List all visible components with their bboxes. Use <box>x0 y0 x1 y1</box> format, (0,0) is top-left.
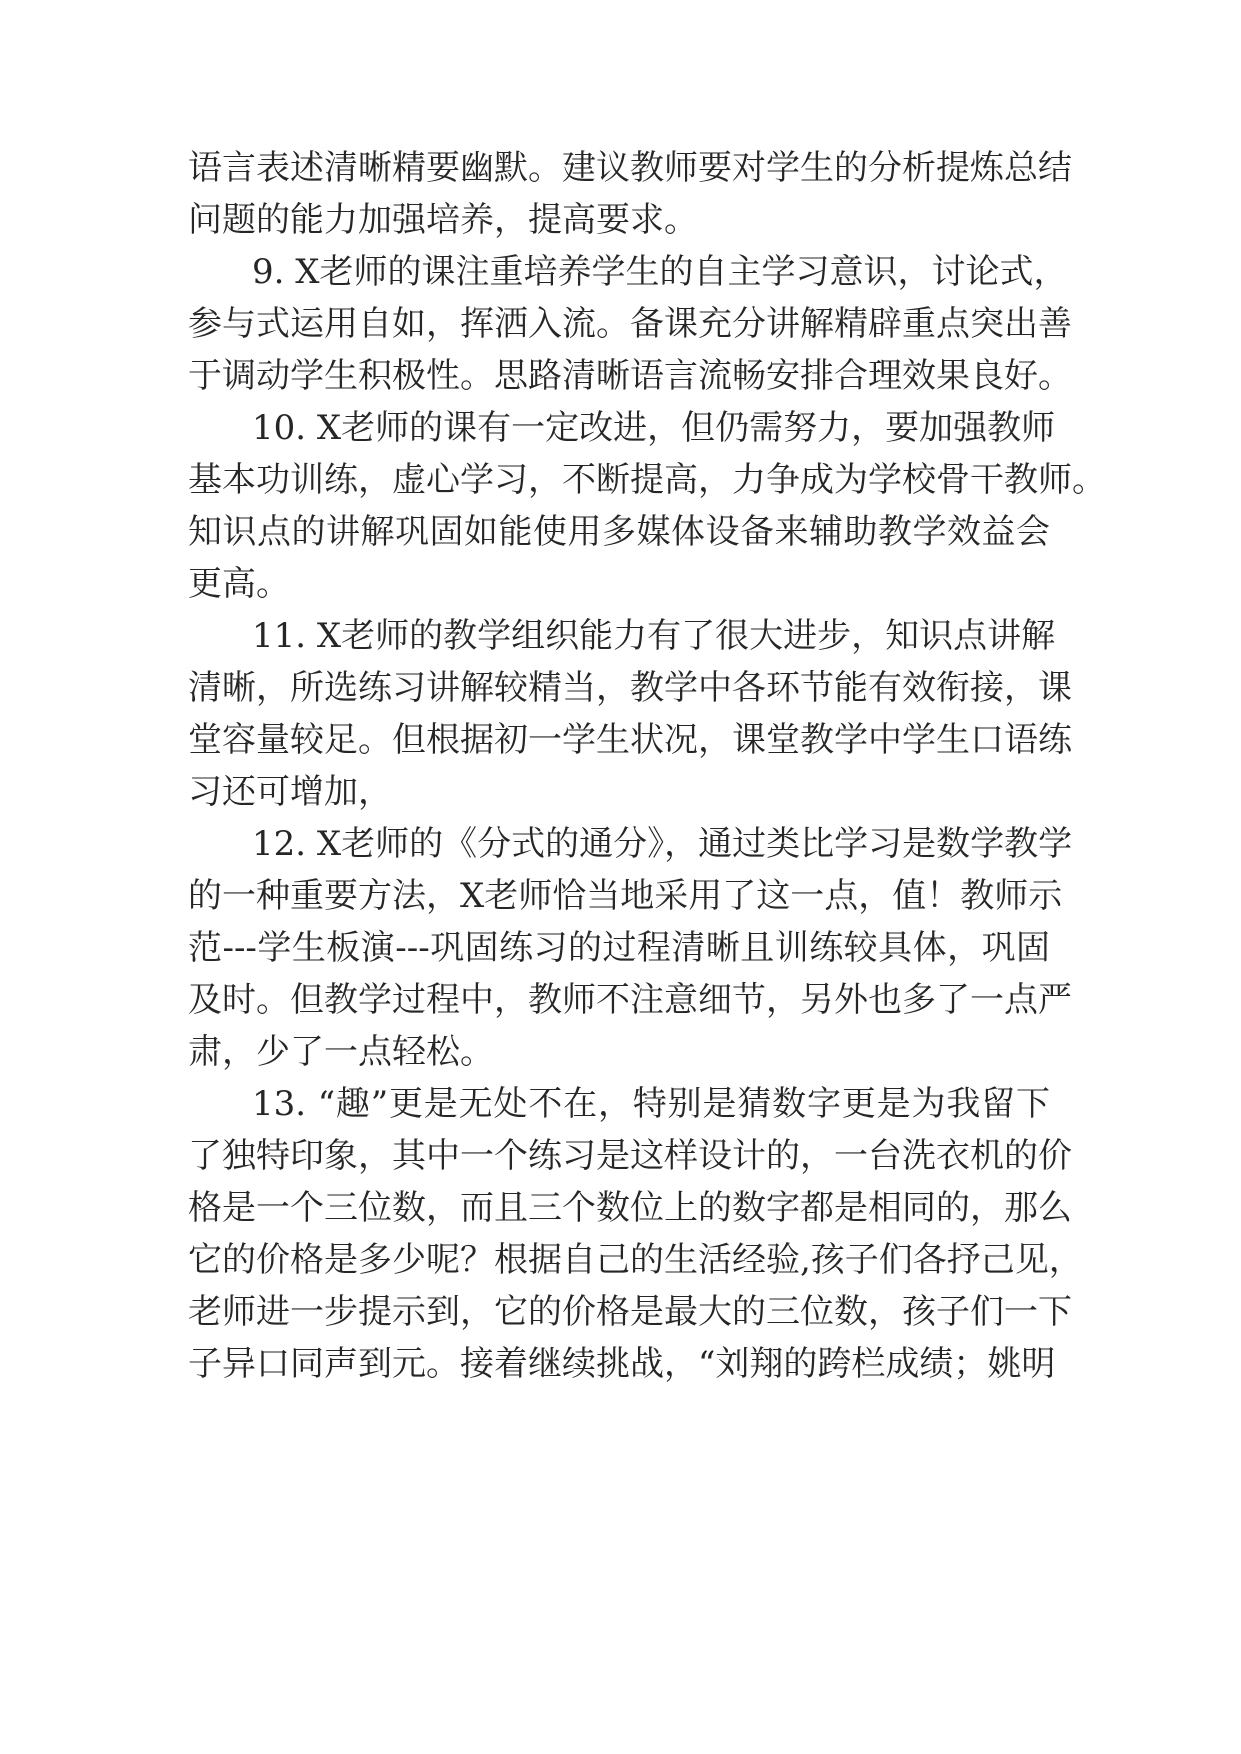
text-line: 参与式运用自如，挥洒入流。备课充分讲解精辟重点突出善 <box>188 304 1072 344</box>
text-line: 它的价格是多少呢？根据自己的生活经验,孩子们各抒己见， <box>188 1240 1083 1280</box>
paragraph-start-line: 9. X老师的课注重培养学生的自主学习意识，讨论式， <box>252 252 1068 292</box>
paragraph-start-line: 10. X老师的课有一定改进，但仍需努力，要加强教师 <box>252 408 1056 448</box>
text-line: 范---学生板演---巩固练习的过程清晰且训练较具体，巩固 <box>188 928 1050 968</box>
text-line: 于调动学生积极性。思路清晰语言流畅安排合理效果良好。 <box>188 356 1072 396</box>
text-line: 了独特印象，其中一个练习是这样设计的，一台洗衣机的价 <box>188 1136 1072 1176</box>
text-line: 问题的能力加强培养，提高要求。 <box>188 200 698 240</box>
paragraph-start-line: 13. “趣”更是无处不在，特别是猜数字更是为我留下 <box>252 1084 1050 1124</box>
text-line: 堂容量较足。但根据初一学生状况，课堂教学中学生口语练 <box>188 720 1072 760</box>
text-line: 格是一个三位数，而且三个数位上的数字都是相同的，那么 <box>188 1188 1072 1228</box>
text-line: 更高。 <box>188 564 290 604</box>
text-line: 习还可增加， <box>188 772 392 812</box>
text-line: 的一种重要方法，X老师恰当地采用了这一点，值！教师示 <box>188 876 1063 916</box>
text-line: 老师进一步提示到，它的价格是最大的三位数，孩子们一下 <box>188 1292 1072 1332</box>
text-line: 基本功训练，虚心学习，不断提高，力争成为学校骨干教师。 <box>188 460 1106 500</box>
text-line: 知识点的讲解巩固如能使用多媒体设备来辅助教学效益会 <box>188 512 1050 552</box>
text-line: 肃，少了一点轻松。 <box>188 1032 494 1072</box>
text-line: 清晰，所选练习讲解较精当，教学中各环节能有效衔接，课 <box>188 668 1072 708</box>
paragraph-start-line: 11. X老师的教学组织能力有了很大进步，知识点讲解 <box>252 616 1056 656</box>
text-line: 子异口同声到元。接着继续挑战，“刘翔的跨栏成绩；姚明 <box>188 1344 1056 1384</box>
paragraph-start-line: 12. X老师的《分式的通分》，通过类比学习是数学教学 <box>252 824 1073 864</box>
text-line: 语言表述清晰精要幽默。建议教师要对学生的分析提炼总结 <box>188 148 1072 188</box>
text-line: 及时。但教学过程中，教师不注意细节，另外也多了一点严 <box>188 980 1072 1020</box>
